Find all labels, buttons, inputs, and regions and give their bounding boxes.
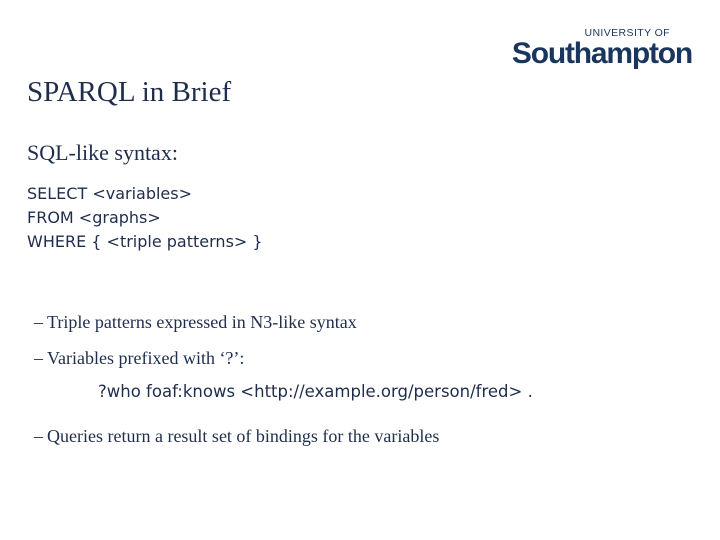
bullet-dash: – — [34, 348, 43, 368]
code-line-where: WHERE { <triple patterns> } — [27, 232, 263, 251]
bullet-text: Variables prefixed with ‘?’: — [47, 348, 245, 368]
example-triple-pattern: ?who foaf:knows <http://example.org/person/fred> . — [98, 382, 533, 401]
logo-top-text: UNIVERSITY OF — [584, 27, 670, 39]
code-line-select: SELECT <variables> — [27, 184, 193, 203]
bullet-item — [34, 348, 244, 369]
intro-text: SQL-like syntax: — [27, 140, 178, 165]
bullet-dash: – — [34, 312, 43, 332]
bullet-dash: – — [34, 426, 43, 446]
slide-title: SPARQL in Brief — [27, 76, 232, 108]
bullet-item — [34, 426, 439, 447]
code-line-from: FROM <graphs> — [27, 208, 161, 227]
logo-main-text: Southampton — [511, 37, 692, 70]
university-logo — [512, 28, 692, 69]
bullet-item — [34, 312, 357, 333]
bullet-text: Triple patterns expressed in N3-like syntax — [47, 312, 357, 332]
bullet-text: Queries return a result set of bindings for the variables — [47, 426, 440, 446]
query-syntax-block — [27, 182, 263, 254]
